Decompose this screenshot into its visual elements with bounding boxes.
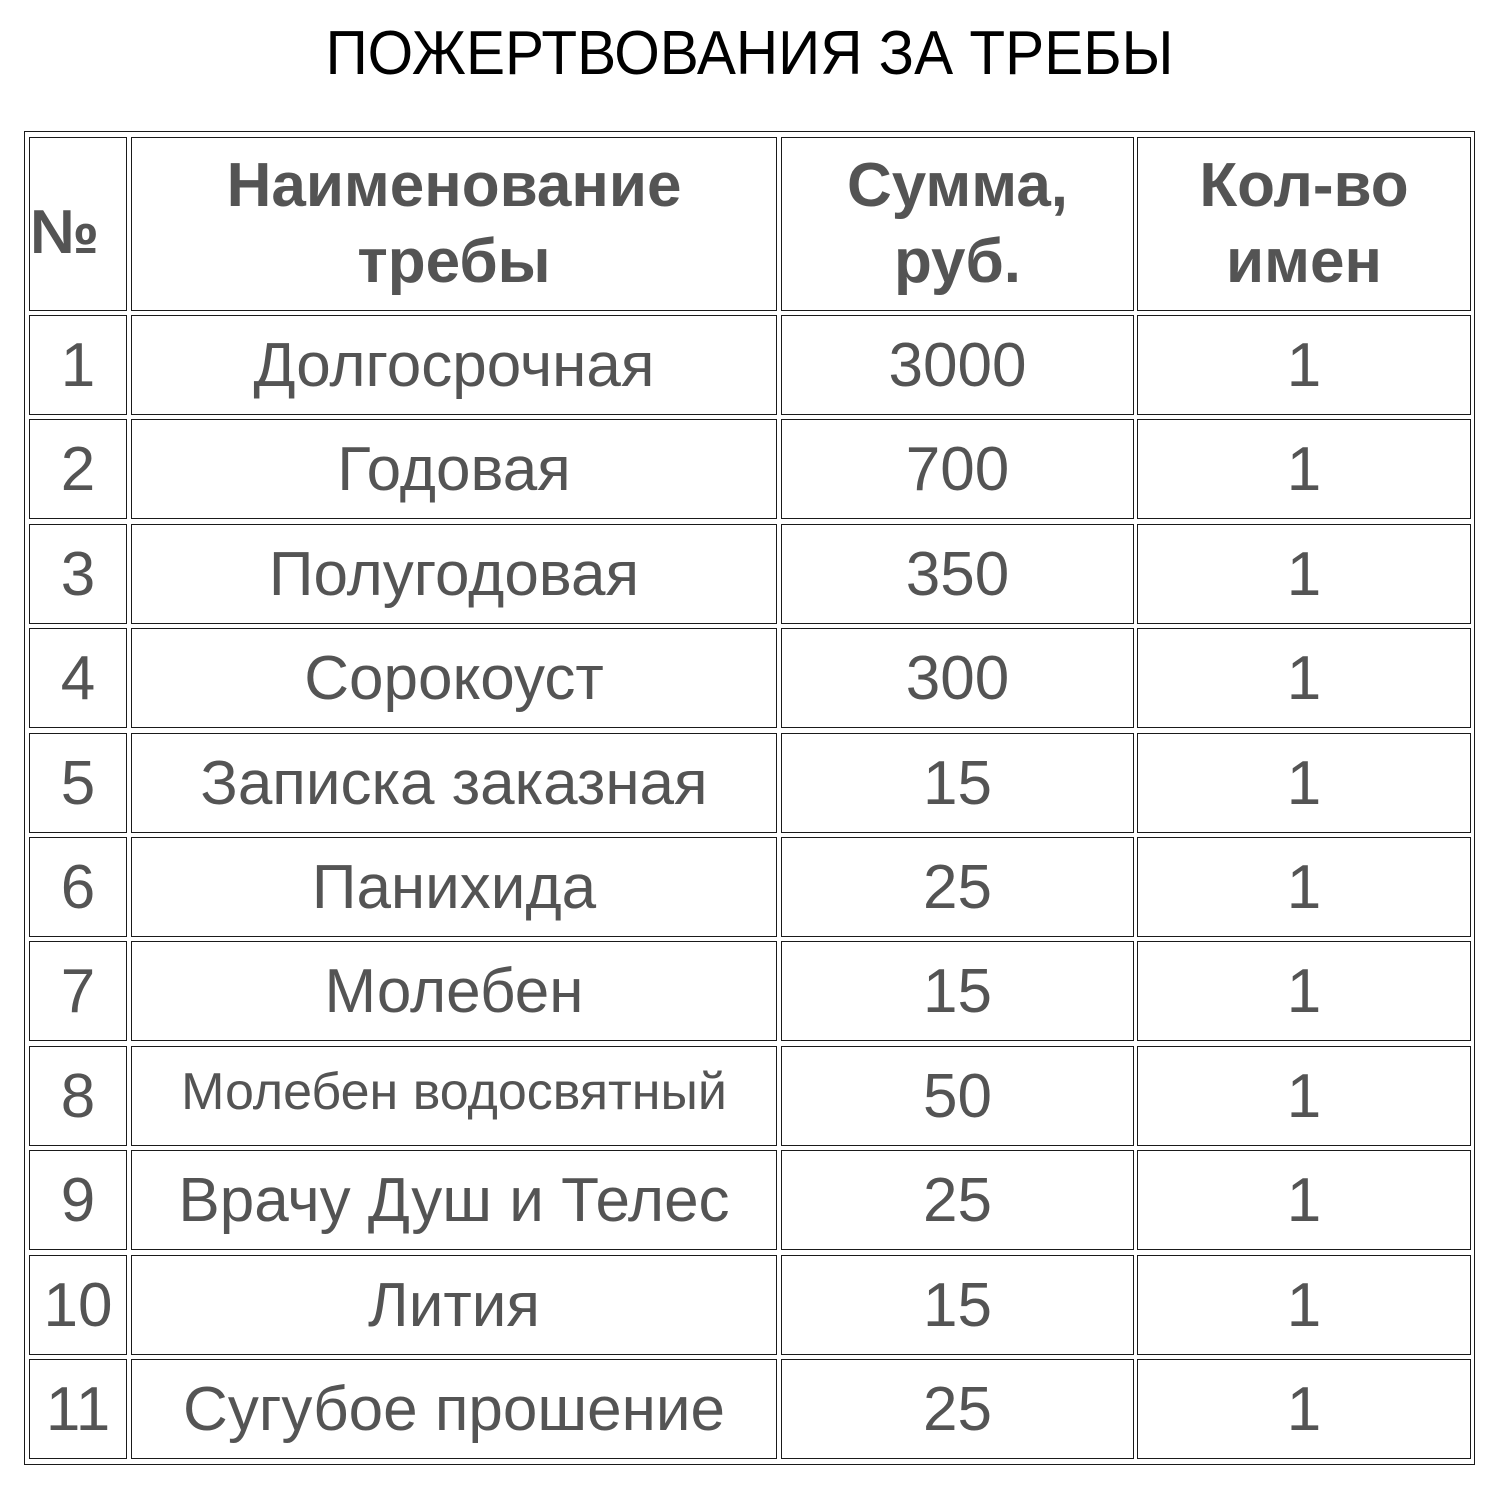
row-sum: 350 (781, 524, 1134, 624)
row-name: Лития (131, 1255, 777, 1355)
header-number-label: № (30, 198, 100, 267)
row-number: 8 (29, 1046, 127, 1146)
row-number: 1 (29, 315, 127, 415)
row-sum: 15 (781, 733, 1134, 833)
row-name: Сорокоуст (131, 628, 777, 728)
row-sum: 15 (781, 1255, 1134, 1355)
row-sum: 15 (781, 941, 1134, 1041)
row-count: 1 (1137, 419, 1471, 519)
row-name: Молебен водосвятный (131, 1046, 777, 1146)
row-name: Врачу Душ и Телес (131, 1150, 777, 1250)
row-name: Панихида (131, 837, 777, 937)
row-name: Записка заказная (131, 733, 777, 833)
row-number: 5 (29, 733, 127, 833)
header-count-line2: имен (1226, 227, 1382, 296)
row-number: 3 (29, 524, 127, 624)
row-name: Годовая (131, 419, 777, 519)
header-sum (781, 137, 1134, 311)
row-number: 6 (29, 837, 127, 937)
row-count: 1 (1137, 524, 1471, 624)
row-number: 9 (29, 1150, 127, 1250)
row-number: 10 (29, 1255, 127, 1355)
header-name-line1: Наименование (226, 151, 682, 220)
row-count: 1 (1137, 628, 1471, 728)
row-count: 1 (1137, 733, 1471, 833)
row-number: 11 (29, 1359, 127, 1459)
header-count-line1: Кол-во (1199, 151, 1409, 220)
header-sum-line2: руб. (893, 227, 1022, 296)
row-count: 1 (1137, 1359, 1471, 1459)
header-name-line2: требы (357, 227, 551, 296)
row-count: 1 (1137, 1150, 1471, 1250)
row-count: 1 (1137, 315, 1471, 415)
row-count: 1 (1137, 1255, 1471, 1355)
row-number: 2 (29, 419, 127, 519)
row-sum: 25 (781, 1359, 1134, 1459)
header-number (29, 137, 127, 311)
row-sum: 300 (781, 628, 1134, 728)
row-name: Молебен (131, 941, 777, 1041)
row-sum: 50 (781, 1046, 1134, 1146)
row-count: 1 (1137, 1046, 1471, 1146)
row-count: 1 (1137, 837, 1471, 937)
header-count (1137, 137, 1471, 311)
row-name: Долгосрочная (131, 315, 777, 415)
row-sum: 3000 (781, 315, 1134, 415)
row-name: Сугубое прошение (131, 1359, 777, 1459)
row-sum: 25 (781, 837, 1134, 937)
page-title: ПОЖЕРТВОВАНИЯ ЗА ТРЕБЫ (325, 19, 1174, 88)
header-name (131, 137, 777, 311)
row-sum: 25 (781, 1150, 1134, 1250)
row-number: 7 (29, 941, 127, 1041)
row-sum: 700 (781, 419, 1134, 519)
header-sum-line1: Сумма, (846, 151, 1069, 220)
row-count: 1 (1137, 941, 1471, 1041)
row-name: Полугодовая (131, 524, 777, 624)
row-number: 4 (29, 628, 127, 728)
